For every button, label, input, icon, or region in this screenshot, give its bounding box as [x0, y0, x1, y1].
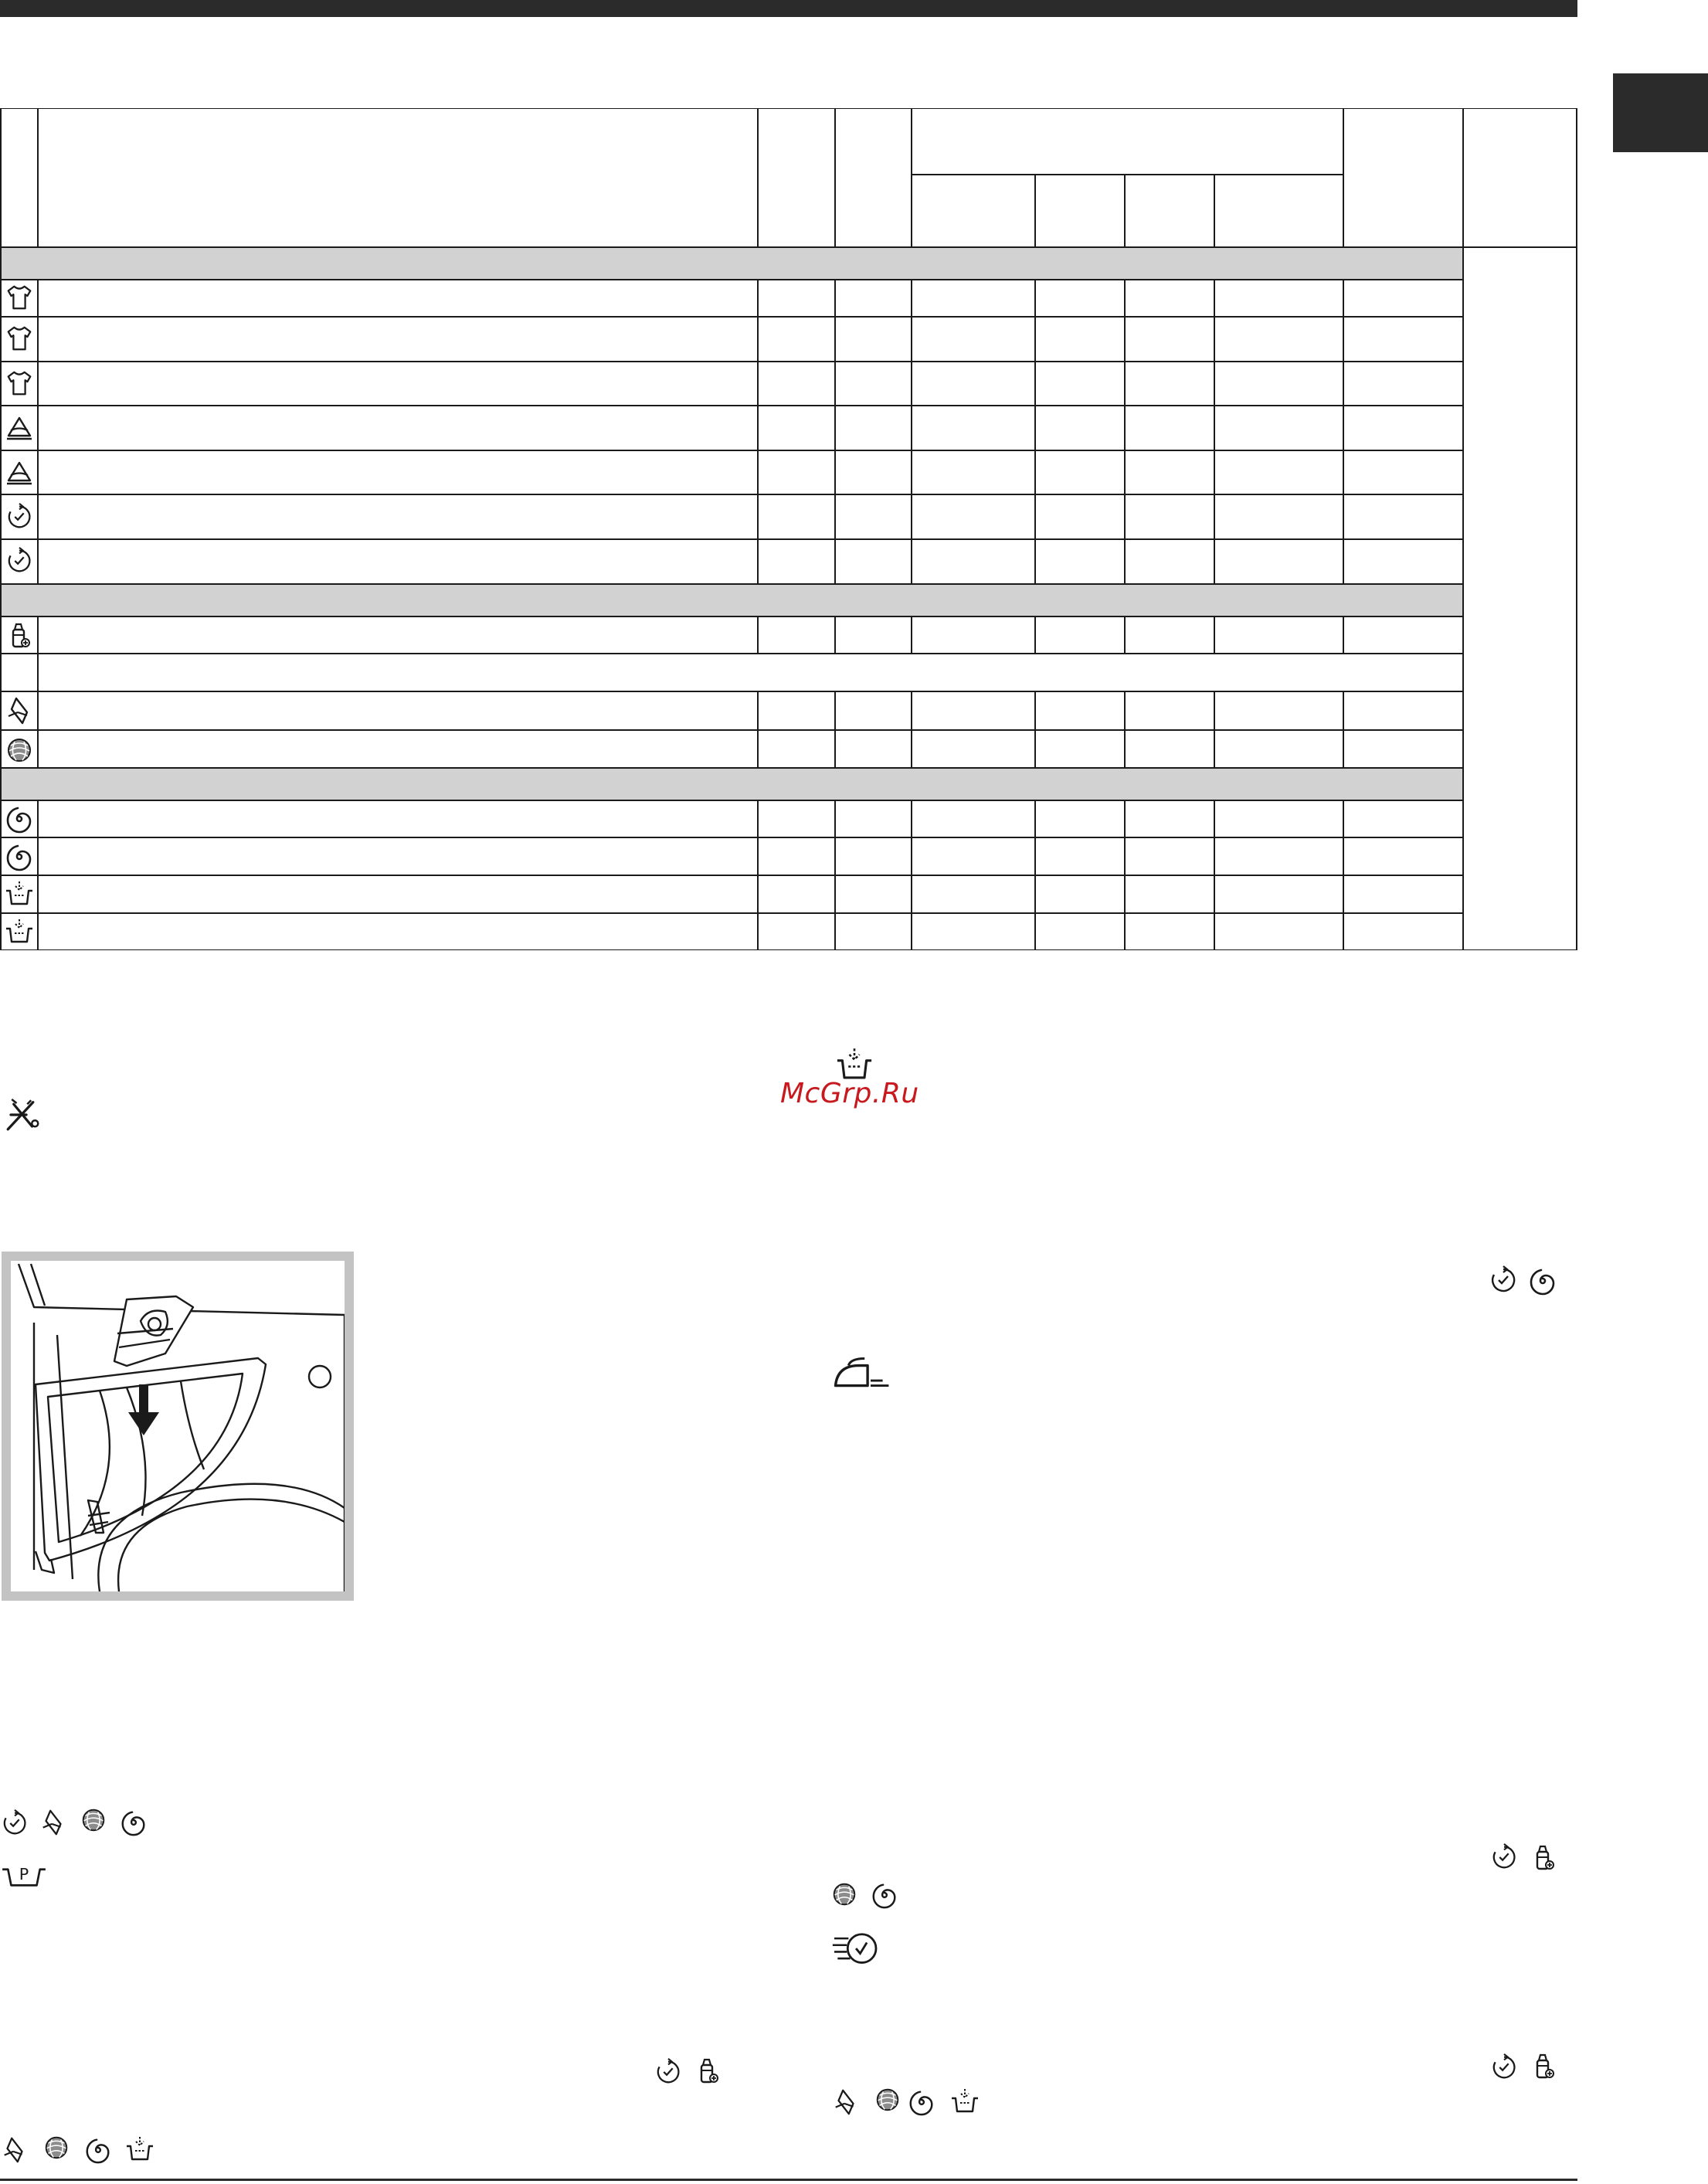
drain-icon: [949, 2086, 981, 2117]
delicates-icon: [8, 698, 27, 723]
timer-icon: [9, 548, 30, 571]
iron-icon: [830, 1354, 891, 1394]
synthetics-icon: [7, 463, 32, 484]
header-bar: [0, 0, 1577, 17]
timer-icon: [1488, 1264, 1519, 1295]
section-band-3: [1, 768, 1463, 800]
drain-icon: [124, 2134, 156, 2165]
section-band-1: [1, 247, 1463, 280]
timer-icon: [0, 1808, 29, 1837]
synthetics-icon: [7, 418, 32, 439]
wool-icon: [42, 2132, 71, 2162]
language-tab: [1613, 73, 1708, 152]
spin-icon: [8, 808, 30, 832]
shirt-icon: [8, 372, 31, 395]
prewash-icon: [0, 1859, 48, 1893]
footer-rule: [0, 2179, 1577, 2181]
wool-icon: [873, 2084, 902, 2114]
baby-bottle-icon: [13, 624, 29, 647]
timer-icon: [654, 2057, 683, 2086]
spin-icon: [907, 2087, 936, 2117]
shirt-icon: [8, 287, 31, 309]
wool-icon: [79, 1805, 108, 1834]
stain-icon: [0, 1095, 45, 1134]
watermark: McGrp.Ru: [780, 1078, 919, 1109]
wool-icon: [830, 1879, 859, 1908]
spin-icon: [83, 2135, 113, 2165]
spin-icon: [119, 1808, 148, 1837]
drain-icon: [6, 881, 32, 904]
spin-icon: [1527, 1265, 1558, 1296]
timer-icon: [9, 504, 30, 527]
program-table: [0, 108, 1577, 950]
timer-icon: [1489, 1842, 1519, 1871]
section-band-2: [1, 584, 1463, 616]
quick-wash-icon: [830, 1927, 881, 1968]
spin-icon: [8, 846, 30, 870]
detergent-dispenser-figure: [2, 1252, 354, 1601]
timer-icon: [1489, 2052, 1519, 2081]
delicates-icon: [831, 2087, 861, 2117]
delicates-icon: [0, 2135, 29, 2165]
drain-icon: [6, 919, 32, 942]
delicates-icon: [39, 1808, 68, 1837]
baby-bottle-icon: [692, 2055, 723, 2086]
baby-bottle-icon: [1528, 1842, 1559, 1873]
baby-bottle-icon: [1528, 2050, 1559, 2081]
shirt-icon: [8, 328, 31, 350]
wool-icon: [8, 739, 30, 761]
spin-icon: [870, 1880, 899, 1910]
